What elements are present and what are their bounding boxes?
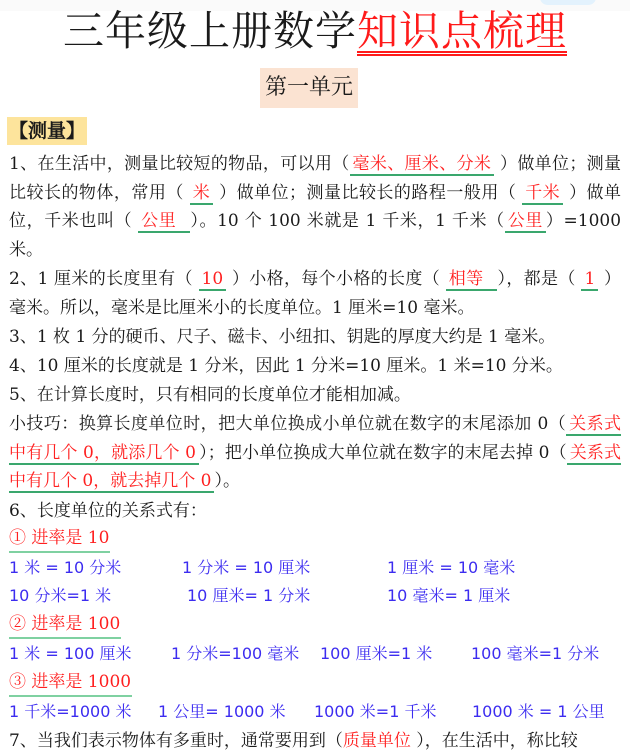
paragraph-5: 5、在计算长度时，只有相同的长度单位才能相加减。 — [9, 385, 411, 405]
title-red-highlight: 知识点梳理 — [357, 7, 567, 55]
answer-blank: 米 — [190, 183, 213, 205]
text: ），在生活中，称比较 — [416, 731, 578, 751]
ratio-item: 10 厘米= 1 分米 — [187, 586, 311, 605]
text: ）；把小单位换成大单位就在数字的末尾去掉 0（ — [198, 442, 567, 463]
ratio-item: 1 米 = 10 分米 — [9, 558, 122, 577]
paragraph-1 — [9, 150, 621, 264]
ratio-item: 1 千米=1000 米 — [9, 702, 132, 721]
answer-blank: 10 — [199, 269, 227, 291]
answer-blank: 相等 — [446, 269, 498, 291]
text: ）毫米。所以，毫米是比厘米小的长度单位。1 厘米=10 毫米。 — [9, 269, 622, 318]
ratio-row — [9, 583, 621, 609]
ratio-item: 100 厘米=1 米 — [320, 644, 433, 663]
section-tag-measurement: 【测量】 — [7, 117, 87, 145]
ratio-row — [9, 699, 621, 725]
paragraph-2 — [9, 265, 621, 322]
group-heading-10: ① 进率是 10 — [9, 525, 110, 553]
ratio-item: 1 公里= 1000 米 — [158, 702, 286, 721]
answer-blank: 关系式中有几个 0，就添几个 0 — [9, 414, 622, 463]
unit-heading: 第一单元 — [260, 68, 358, 108]
ratio-item: 10 分米=1 米 — [9, 586, 112, 605]
ratio-row — [9, 641, 621, 667]
ratio-item: 1 分米 = 10 厘米 — [182, 558, 311, 577]
ratio-item: 1 厘米 = 10 毫米 — [387, 558, 516, 577]
answer-blank: 千米 — [522, 183, 563, 205]
text: ）。 — [214, 471, 240, 491]
text: ）=1000 米。 — [9, 211, 622, 260]
text: ），都是（ — [497, 269, 576, 289]
paragraph-3: 3、1 枚 1 分的硬币、尺子、磁卡、小纽扣、钥匙的厚度大约是 1 毫米。 — [9, 327, 556, 347]
text: ）。10 个 100 米就是 1 千米，1 千米（ — [190, 211, 505, 231]
group-heading-1000: ③ 进率是 1000 — [9, 669, 132, 697]
ratio-item: 1000 米=1 千米 — [314, 702, 437, 721]
paragraph-6: 6、长度单位的关系式有： — [9, 501, 207, 521]
text: ）做单位，千米也叫（ — [9, 182, 622, 231]
ratio-item: 10 毫米= 1 厘米 — [387, 586, 511, 605]
answer-blank: 1 — [581, 269, 598, 291]
answer-blank: 毫米、厘米、分米 — [350, 154, 495, 176]
ratio-row — [9, 555, 621, 581]
paragraph-7 — [9, 727, 621, 756]
top-toolbar-pill[interactable] — [540, 0, 596, 5]
text: 2、1 厘米的长度里有（ — [9, 269, 193, 289]
text: ）做单位；测量比较长的物体，常用（ — [9, 154, 622, 203]
text: 小技巧：换算长度单位时，把大单位换成小单位就在数字的末尾添加 0（ — [9, 414, 567, 434]
answer-blank: 质量单位 — [342, 731, 411, 751]
title-black: 三年级上册数学 — [63, 7, 357, 55]
answer-blank: 关系式中有几个 0，就去掉几个 0 — [9, 442, 622, 491]
ratio-item: 1000 米 = 1 公里 — [472, 702, 605, 721]
answer-blank: 公里 — [505, 211, 546, 233]
text: ）做单位；测量比较长的路程一般用（ — [219, 182, 517, 203]
ratio-item: 1 分米=100 毫米 — [171, 644, 300, 663]
text: 1、在生活中，测量比较短的物品，可以用（ — [9, 154, 350, 174]
answer-blank: 公里 — [138, 211, 190, 233]
text: ）小格，每个小格的长度（ — [231, 269, 441, 289]
paragraph-4: 4、10 厘米的长度就是 1 分米，因此 1 分米=10 厘米。1 米=10 分米。 — [9, 356, 563, 376]
ratio-item: 1 米 = 100 厘米 — [9, 644, 132, 663]
ratio-item: 100 毫米=1 分米 — [471, 644, 600, 663]
text: 7、当我们表示物体有多重时，通常要用到（ — [9, 731, 343, 751]
page-title — [0, 6, 630, 56]
tip-paragraph — [9, 410, 621, 496]
group-heading-100: ② 进率是 100 — [9, 611, 121, 639]
